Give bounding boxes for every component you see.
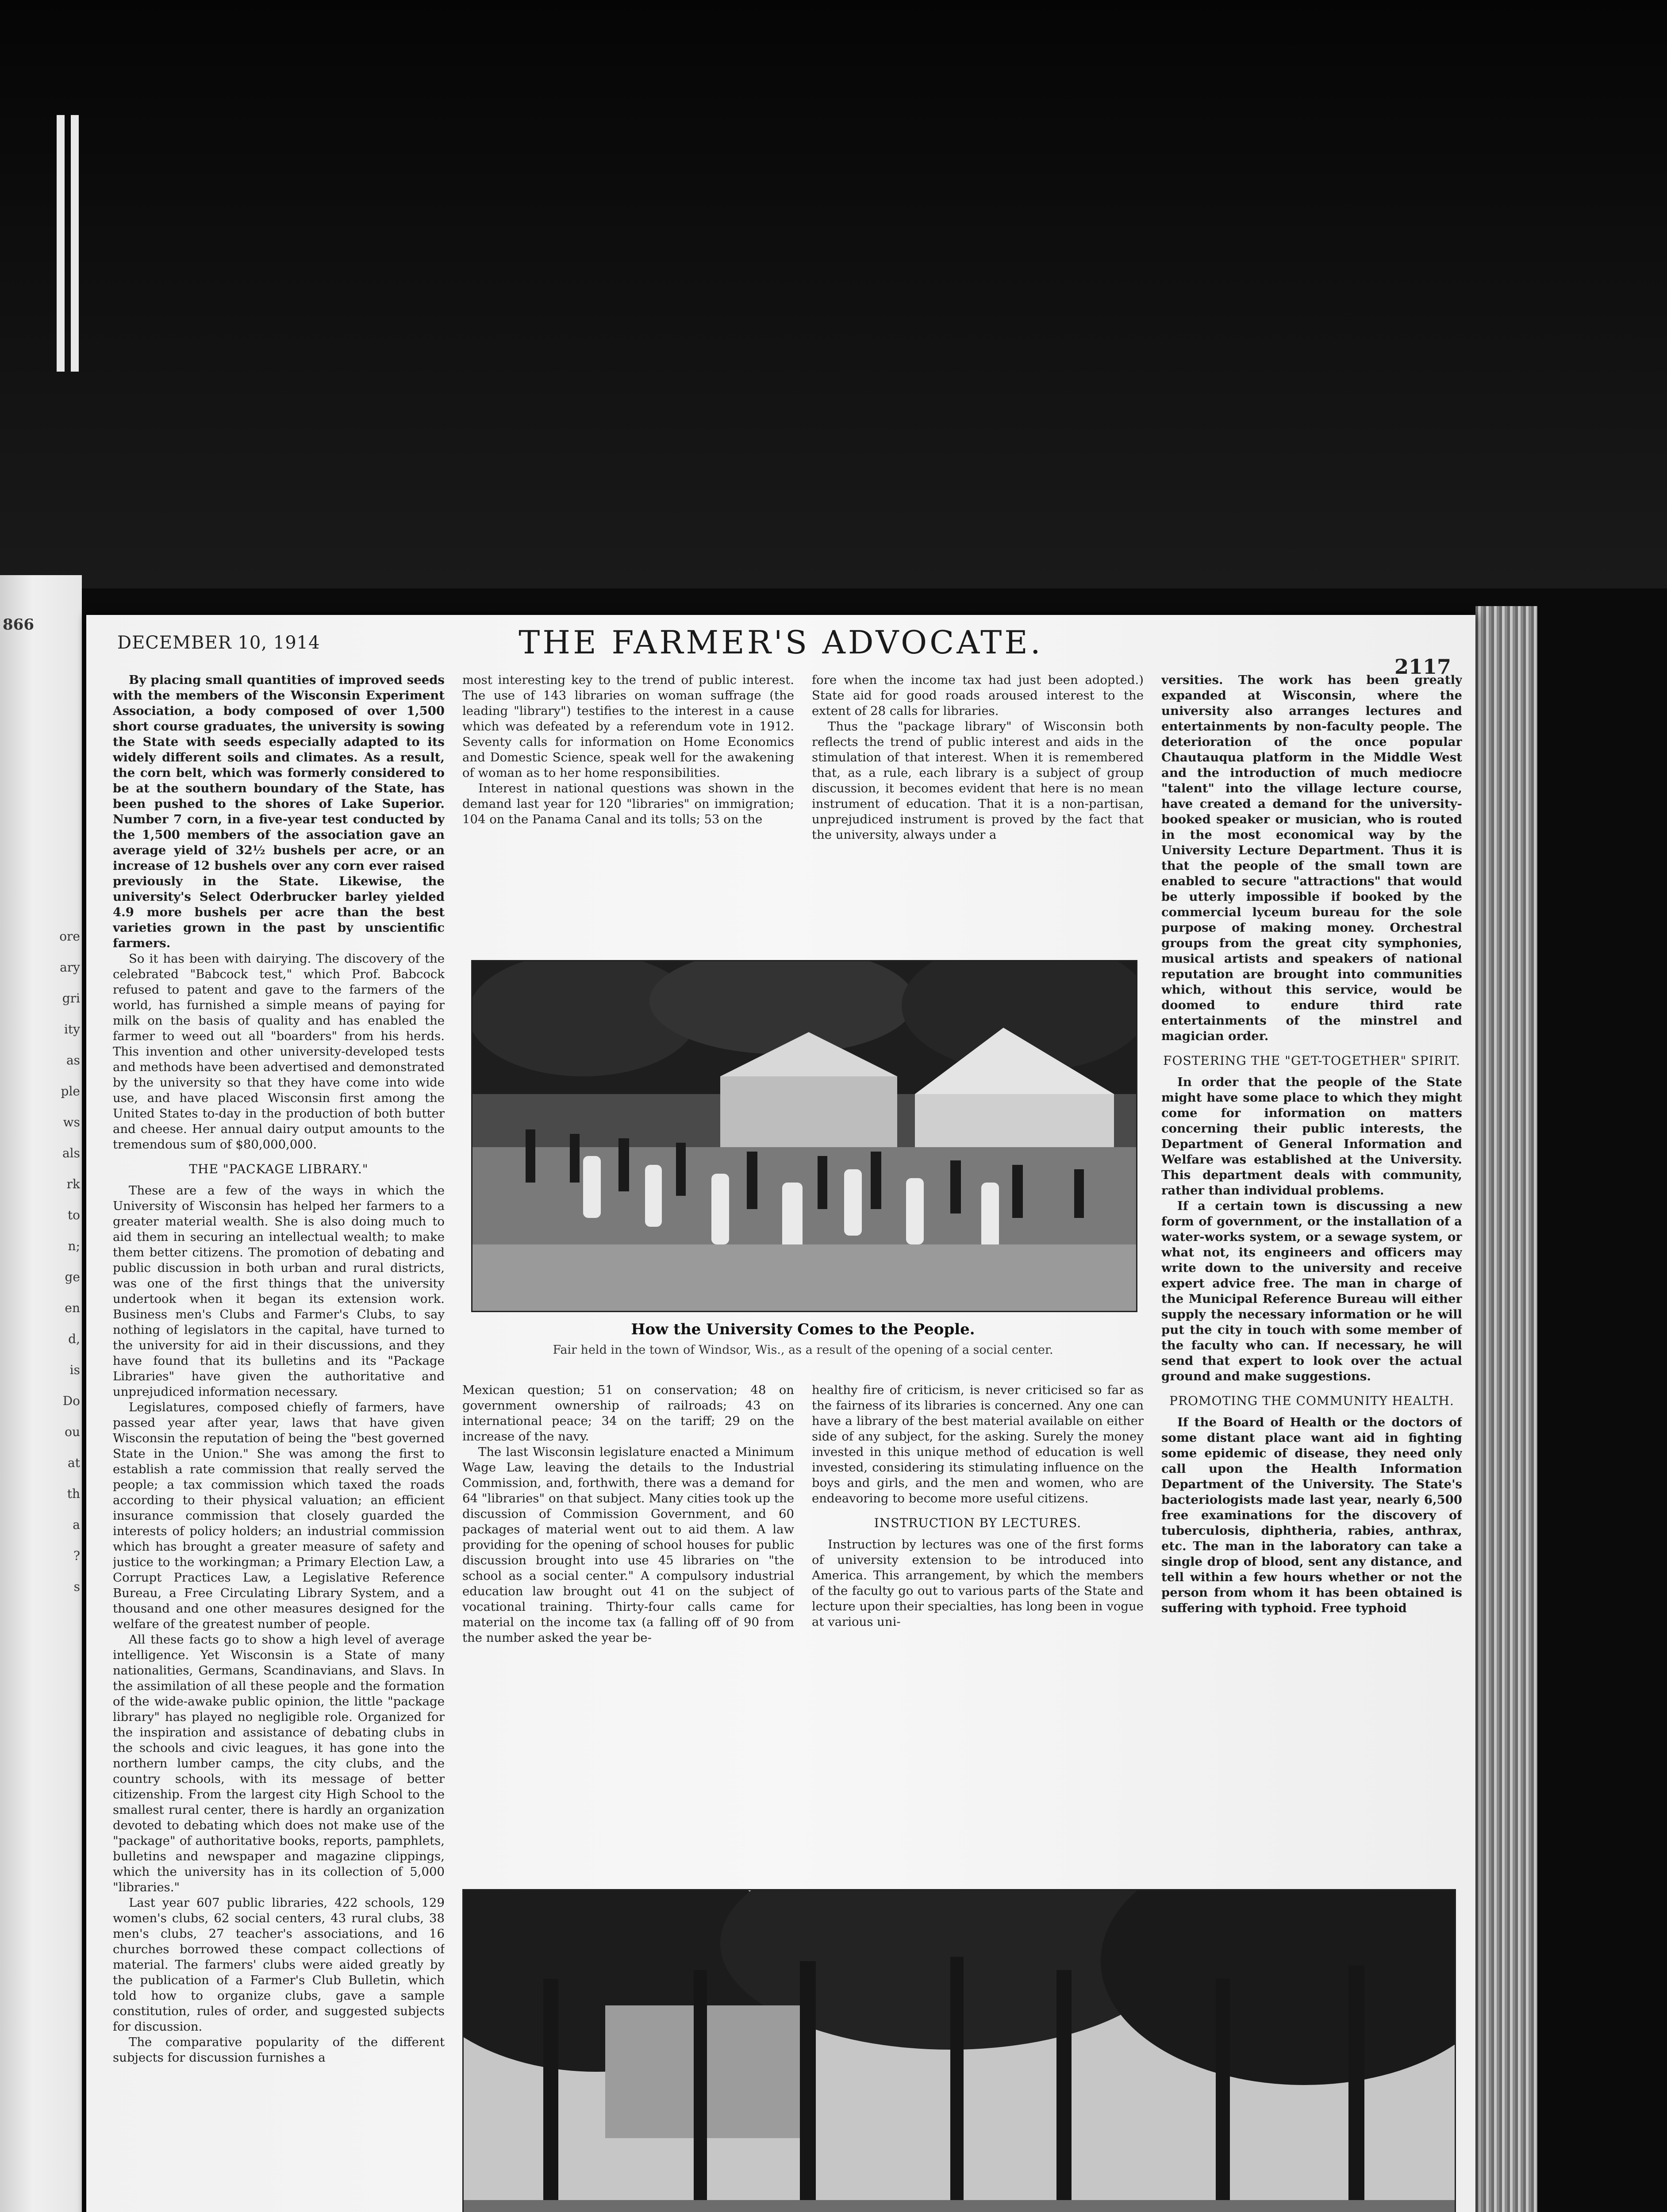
section-heading: INSTRUCTION BY LECTURES. (874, 1516, 1082, 1530)
article-paragraph: Thus the "package library" of Wisconsin both reflects the trend of public interest and aids in the stimulation of that interest. When it is remembered that, as a rule, each library is a subject of group discussion, it becomes evident that here is no mean instrument of education. That it is a non-partisan, unprejudiced instrument is proved by the fact that the university, always under a (812, 719, 1144, 842)
article-paragraph: most interesting key to the trend of public interest. The use of 143 libraries on woman suffrage (the leading "library") testifies to the interest in a cause which was defeated by a referendum vote in 1912. Seventy calls for information on Home Economics and Domestic Science, speak well for the awakening of woman as to her home responsibilities. (462, 673, 794, 780)
masthead-title: THE FARMER'S ADVOCATE. (519, 624, 1043, 661)
film-edge-mark (57, 115, 65, 372)
article-paragraph: versities. The work has been greatly expanded at Wisconsin, where the university also arranges lectures and entertainments by non-faculty people. The deterioration of the once popular Chautauqua platform in the Middle West and the introduction of much mediocre "talent" into the village lecture course, have created a demand for the university-booked speaker or musician, who is routed in the most economical way by the University Lecture Department. Thus it is that the people of the small town are enabled to secure "attractions" that would be utterly impossible if booked by the commercial lyceum bureau for the sole purpose of making money. Orchestral groups from the great city symphonies, musical artists and speakers of national reputation are brought into communities which, without this service, would be doomed to endure third rate entertainments of the minstrel and magician order. (1161, 673, 1462, 1043)
issue-date: DECEMBER 10, 1914 (117, 633, 320, 653)
previous-page-text-fragment: to (67, 1208, 80, 1222)
article-paragraph: Instruction by lectures was one of the first forms of university extension to be introduced into America. This arrangement, by which the members of the faculty go out to various parts of the State and lecture upon their specialties, has long been in vogue at various uni- (812, 1537, 1144, 1629)
previous-page-edge (0, 575, 82, 2212)
previous-page-text-fragment: as (66, 1053, 80, 1068)
previous-page-text-fragment: ple (61, 1084, 80, 1098)
previous-page-text-fragment: rk (66, 1177, 80, 1191)
previous-page-text-fragment: ity (64, 1022, 80, 1037)
previous-page-text-fragment: th (67, 1486, 80, 1501)
column-1 (113, 672, 445, 2212)
column-4 (1161, 672, 1462, 1863)
column-3-middle (812, 1382, 1144, 1860)
article-paragraph: Last year 607 public libraries, 422 schools, 129 women's clubs, 62 social centers, 43 rural clubs, 38 men's clubs, 27 teacher's associations, and 16 churches borrowed these compact collections of material. The farmers' clubs were aided greatly by the publication of a Farmer's Club Bulletin, which told how to organize clubs, gave a sample constitution, rules of order, and suggested subjects for discussion. (113, 1896, 445, 2034)
previous-page-text-fragment: at (68, 1455, 80, 1470)
section-heading: FOSTERING THE "GET-TOGETHER" SPIRIT. (1163, 1053, 1460, 1068)
column-3-top (812, 672, 1144, 947)
page-number: 2117 (1394, 655, 1451, 679)
previous-page-text-fragment: ary (60, 960, 80, 975)
previous-page-text-fragment: d, (68, 1332, 80, 1346)
article-paragraph: So it has been with dairying. The discovery of the celebrated "Babcock test," which Prof. Babcock refused to patent and gave to the farmers of the world, has furnished a simple means of paying for milk on the basis of quality and has enabled the farmer to weed out all "boarders" from his herds. This invention and other university-developed tests and methods have been advertised and demonstrated by the university so that they have come into wide use, and have placed Wisconsin first among the United States to-day in the production of both butter and cheese. Her annual dairy output amounts to the tremendous sum of $80,000,000. (113, 952, 445, 1152)
article-paragraph: Legislatures, composed chiefly of farmers, have passed year after year, laws that have given Wisconsin the reputation of being the "best governed State in the Union." She was among the first to establish a rate commission that really served the people; a tax commission which taxed the roads according to their physical valuation; an efficient insurance commission that closely guarded the interests of policy holders; an industrial commission which has brought a greater measure of safety and justice to the workingman; a Primary Election Law, a Corrupt Practices Law, a Legislative Reference Bureau, a Free Circulating Library System, and a thousand and one other measures designed for the welfare of the greatest number of people. (113, 1400, 445, 1631)
photo-county-poor-farm (462, 1889, 1456, 2212)
photo-1-caption: Fair held in the town of Windsor, Wis., as a result of the opening of a social center. (553, 1343, 1053, 1357)
article-paragraph: fore when the income tax had just been adopted.) State aid for good roads aroused interest to the extent of 28 calls for libraries. (812, 673, 1144, 718)
previous-page-text-fragment: is (69, 1363, 80, 1377)
column-2-top (462, 672, 794, 947)
article-paragraph: If the Board of Health or the doctors of some distant place want aid in fighting some epidemic of disease, they need only call upon the Health Information Department of the University. The State's bacteriologists made last year, nearly 6,500 free examinations for the discovery of tuberculosis, diphtheria, rabies, anthrax, etc. The man in the laboratory can take a single drop of blood, sent any distance, and tell within a few hours whether or not the person from whom it has been obtained is suffering with typhoid. Free typhoid (1161, 1415, 1462, 1615)
previous-page-text-fragment: ore (59, 929, 80, 944)
previous-page-number: 866 (3, 616, 34, 634)
article-paragraph: Interest in national questions was shown in the demand last year for 120 "libraries" on immigration; 104 on the Panama Canal and its tolls; 53 on the (462, 781, 794, 826)
previous-page-text-fragment: s (73, 1579, 80, 1594)
book-binding (1475, 606, 1537, 2212)
article-paragraph: healthy fire of criticism, is never criticised so far as the fairness of its libraries is concerned. Any one can have a library of the best material available on either side of any subject, for the asking. Surely the money invested in this unique method of education is well invested, considering its stimulating influence on the boys and girls, and the men and women, who are endeavoring to become more useful citizens. (812, 1383, 1144, 1505)
section-heading: THE "PACKAGE LIBRARY." (189, 1162, 369, 1176)
previous-page-text-fragment: n; (68, 1239, 80, 1253)
previous-page-text-fragment: ou (65, 1425, 80, 1439)
article-paragraph: All these facts go to show a high level of average intelligence. Yet Wisconsin is a State of many nationalities, Germans, Scandinavians, and Slavs. In the assimilation of all these people and the formation of the wide-awake public opinion, the little "package library" has played no negligible role. Organized for the inspiration and assistance of debating clubs in the schools and civic leagues, it has gone into the northern lumber camps, the city clubs, and the country schools, with its message of better citizenship. From the largest city High School to the smallest rural center, there is hardly an organization devoted to debating which does not make use of the "package" of authoritative books, reports, pamphlets, bulletins and newspaper and magazine clippings, which the university has in its collection of 5,000 "libraries." (113, 1632, 445, 1894)
previous-page-text-fragment: a (73, 1517, 80, 1532)
article-paragraph: In order that the people of the State might have some place to which they might come for information on matters concerning their public interests, the Department of General Information and Welfare was established at the University. This department deals with community, rather than individual problems. (1161, 1075, 1462, 1198)
article-paragraph: The comparative popularity of the different subjects for discussion furnishes a (113, 2035, 445, 2065)
previous-page-text-fragment: Do (62, 1394, 80, 1408)
previous-page-text-fragment: ge (65, 1270, 80, 1284)
newspaper-page (86, 615, 1475, 2212)
article-paragraph: Mexican question; 51 on conservation; 48 on government ownership of railroads; 43 on international peace; 34 on the tariff; 29 on the increase of the navy. (462, 1383, 794, 1444)
previous-page-text-fragment: als (62, 1146, 80, 1160)
article-paragraph: These are a few of the ways in which the University of Wisconsin has helped her farmers to a greater material wealth. She is also doing much to aid them in securing an intellectual wealth; to make them better citizens. The promotion of debating and public discussion in both urban and rural districts, was one of the first things that the university undertook when it began its extension work. Business men's Clubs and Farmer's Clubs, to say nothing of legislators in the capital, have turned to the university for aid in their discussions, and they have found that its bulletins and its "Package Libraries" have given the authoritative and unprejudiced information necessary. (113, 1183, 445, 1399)
section-heading: PROMOTING THE COMMUNITY HEALTH. (1169, 1394, 1454, 1408)
article-paragraph: If a certain town is discussing a new form of government, or the installation of a water-works system, or a sewage system, or what not, its engineers and officers may write down to the university and receive expert advice free. The man in charge of the Municipal Reference Bureau will either supply the necessary information or he will put the city in touch with some member of the faculty who can. If necessary, he will send that expert to look over the actual ground and make suggestions. (1161, 1199, 1462, 1383)
article-paragraph: By placing small quantities of improved seeds with the members of the Wisconsin Experiment Association, a body composed of over 1,500 short course graduates, the university is sowing the State with seeds especially adapted to its widely different soils and climates. As a result, the corn belt, which was formerly considered to be at the southern boundary of the State, has been pushed to the shores of Lake Superior. Number 7 corn, in a five-year test conducted by the 1,500 members of the association gave an average yield of 32½ bushels per acre, or an increase of 12 bushels over any corn ever raised previously in the State. Likewise, the university's Select Oderbrucker barley yielded 4.9 more bushels per acre than the best varieties grown in the past by unscientific farmers. (113, 673, 445, 950)
previous-page-text-fragment: ws (63, 1115, 80, 1129)
article-paragraph: The last Wisconsin legislature enacted a Minimum Wage Law, leaving the details to the Industrial Commission, and, forthwith, there was a demand for 64 "libraries" on that subject. Many cities took up the discussion of Commission Government, and 60 packages of material went out to aid them. A law providing for the opening of school houses for public discussion brought into use 45 libraries on "the school as a social center." A compulsory industrial education law brought out 41 on the subject of vocational training. Thirty-four calls came for material on the income tax (a falling off of 90 from the number asked the year be- (462, 1445, 794, 1645)
film-edge-mark (71, 115, 79, 372)
photo-1-title: How the University Comes to the People. (631, 1321, 975, 1338)
photo-fair-windsor (471, 960, 1137, 1312)
column-2-middle (462, 1382, 794, 1860)
previous-page-text-fragment: ? (73, 1548, 80, 1563)
previous-page-text-fragment: en (65, 1301, 80, 1315)
previous-page-text-fragment: gri (62, 991, 80, 1006)
scanner-background-top (0, 0, 1667, 588)
